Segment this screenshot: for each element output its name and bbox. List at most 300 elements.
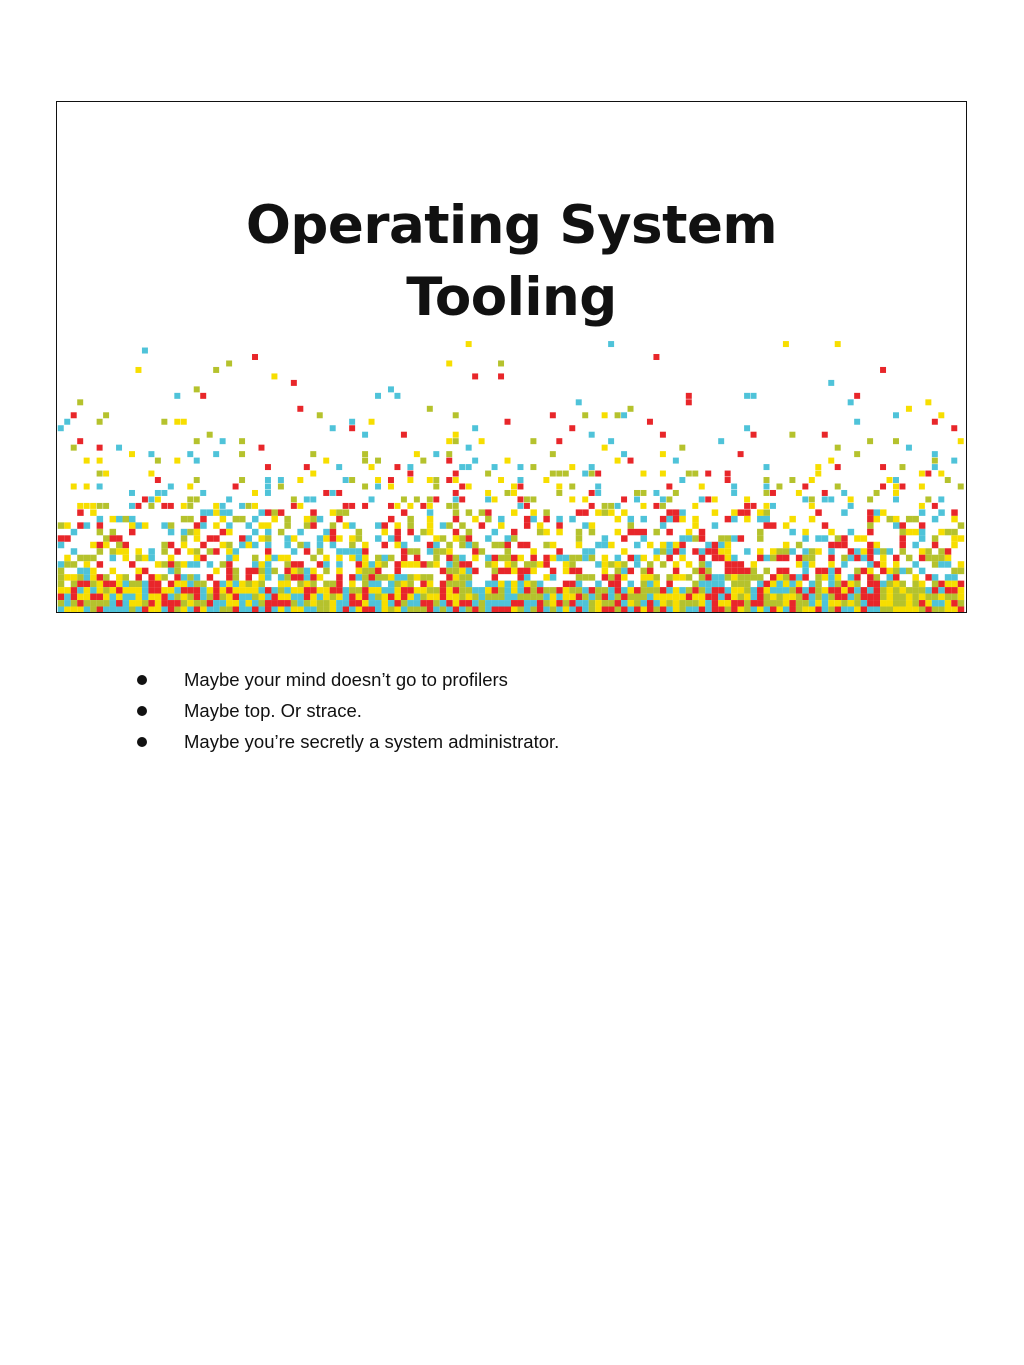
confetti-pixel bbox=[71, 445, 77, 451]
confetti-pixel bbox=[796, 594, 802, 600]
confetti-pixel bbox=[621, 496, 627, 502]
confetti-pixel bbox=[679, 445, 685, 451]
confetti-pixel bbox=[485, 581, 491, 587]
confetti-pixel bbox=[809, 581, 815, 587]
confetti-pixel bbox=[634, 490, 640, 496]
confetti-pixel bbox=[498, 600, 504, 606]
confetti-pixel bbox=[621, 561, 627, 567]
confetti-pixel bbox=[673, 594, 679, 600]
confetti-pixel bbox=[453, 574, 459, 580]
confetti-pixel bbox=[919, 509, 925, 515]
confetti-pixel bbox=[938, 587, 944, 593]
confetti-pixel bbox=[246, 535, 252, 541]
confetti-pixel bbox=[932, 574, 938, 580]
confetti-pixel bbox=[653, 548, 659, 554]
confetti-pixel bbox=[621, 451, 627, 457]
confetti-pixel bbox=[226, 607, 232, 612]
confetti-pixel bbox=[414, 561, 420, 567]
confetti-pixel bbox=[291, 574, 297, 580]
confetti-pixel bbox=[284, 600, 290, 606]
confetti-pixel bbox=[181, 587, 187, 593]
confetti-pixel bbox=[809, 594, 815, 600]
confetti-pixel bbox=[925, 548, 931, 554]
confetti-pixel bbox=[317, 600, 323, 606]
confetti-pixel bbox=[148, 600, 154, 606]
confetti-pixel bbox=[174, 458, 180, 464]
confetti-pixel bbox=[349, 522, 355, 528]
confetti-pixel bbox=[835, 445, 841, 451]
confetti-pixel bbox=[459, 574, 465, 580]
confetti-pixel bbox=[796, 574, 802, 580]
confetti-pixel bbox=[265, 594, 271, 600]
confetti-pixel bbox=[492, 496, 498, 502]
confetti-pixel bbox=[919, 529, 925, 535]
confetti-pixel bbox=[822, 574, 828, 580]
confetti-pixel bbox=[511, 561, 517, 567]
confetti-pixel bbox=[187, 600, 193, 606]
confetti-pixel bbox=[919, 587, 925, 593]
confetti-pixel bbox=[200, 600, 206, 606]
confetti-pixel bbox=[524, 503, 530, 509]
confetti-pixel bbox=[912, 529, 918, 535]
confetti-pixel bbox=[388, 516, 394, 522]
confetti-pixel bbox=[887, 607, 893, 612]
confetti-pixel bbox=[673, 542, 679, 548]
confetti-pixel bbox=[129, 594, 135, 600]
confetti-pixel bbox=[589, 607, 595, 612]
confetti-pixel bbox=[686, 600, 692, 606]
confetti-pixel bbox=[226, 568, 232, 574]
confetti-pixel bbox=[155, 600, 161, 606]
confetti-pixel bbox=[103, 503, 109, 509]
confetti-pixel bbox=[401, 509, 407, 515]
confetti-pixel bbox=[194, 522, 200, 528]
confetti-pixel bbox=[511, 581, 517, 587]
confetti-pixel bbox=[524, 542, 530, 548]
confetti-pixel bbox=[362, 432, 368, 438]
confetti-pixel bbox=[712, 496, 718, 502]
confetti-pixel bbox=[880, 367, 886, 373]
confetti-pixel bbox=[906, 555, 912, 561]
confetti-pixel bbox=[330, 425, 336, 431]
confetti-pixel bbox=[958, 581, 964, 587]
confetti-pixel bbox=[187, 451, 193, 457]
confetti-pixel bbox=[479, 522, 485, 528]
confetti-pixel bbox=[226, 529, 232, 535]
confetti-pixel bbox=[725, 516, 731, 522]
confetti-pixel bbox=[809, 496, 815, 502]
confetti-pixel bbox=[258, 587, 264, 593]
confetti-pixel bbox=[887, 574, 893, 580]
confetti-pixel bbox=[958, 607, 964, 612]
confetti-pixel bbox=[647, 561, 653, 567]
confetti-pixel bbox=[725, 535, 731, 541]
confetti-pixel bbox=[602, 555, 608, 561]
confetti-pixel bbox=[187, 529, 193, 535]
confetti-pixel bbox=[699, 529, 705, 535]
confetti-pixel bbox=[440, 535, 446, 541]
confetti-pixel bbox=[71, 607, 77, 612]
confetti-pixel bbox=[148, 607, 154, 612]
confetti-pixel bbox=[388, 587, 394, 593]
confetti-pixel bbox=[492, 600, 498, 606]
confetti-pixel bbox=[686, 471, 692, 477]
confetti-pixel bbox=[110, 600, 116, 606]
confetti-pixel bbox=[284, 581, 290, 587]
confetti-pixel bbox=[861, 594, 867, 600]
confetti-pixel bbox=[174, 574, 180, 580]
confetti-pixel bbox=[123, 587, 129, 593]
confetti-pixel bbox=[498, 581, 504, 587]
confetti-pixel bbox=[712, 509, 718, 515]
confetti-pixel bbox=[181, 574, 187, 580]
confetti-pixel bbox=[291, 548, 297, 554]
confetti-pixel bbox=[738, 561, 744, 567]
confetti-pixel bbox=[472, 548, 478, 554]
confetti-pixel bbox=[615, 568, 621, 574]
confetti-pixel bbox=[951, 607, 957, 612]
confetti-pixel bbox=[407, 561, 413, 567]
confetti-pixel bbox=[576, 542, 582, 548]
confetti-pixel bbox=[71, 600, 77, 606]
confetti-pixel bbox=[220, 581, 226, 587]
confetti-pixel bbox=[284, 516, 290, 522]
confetti-pixel bbox=[323, 607, 329, 612]
confetti-pixel bbox=[110, 581, 116, 587]
confetti-pixel bbox=[660, 503, 666, 509]
confetti-pixel bbox=[640, 607, 646, 612]
confetti-pixel bbox=[640, 587, 646, 593]
confetti-pixel bbox=[356, 607, 362, 612]
confetti-pixel bbox=[582, 594, 588, 600]
confetti-pixel bbox=[938, 561, 944, 567]
confetti-pixel bbox=[679, 587, 685, 593]
confetti-pixel bbox=[789, 594, 795, 600]
confetti-pixel bbox=[770, 607, 776, 612]
confetti-pixel bbox=[731, 484, 737, 490]
confetti-pixel bbox=[440, 587, 446, 593]
confetti-pixel bbox=[233, 581, 239, 587]
confetti-pixel bbox=[880, 568, 886, 574]
confetti-pixel bbox=[252, 542, 258, 548]
confetti-pixel bbox=[349, 600, 355, 606]
confetti-pixel bbox=[414, 607, 420, 612]
confetti-pixel bbox=[802, 561, 808, 567]
confetti-pixel bbox=[582, 509, 588, 515]
confetti-pixel bbox=[848, 503, 854, 509]
confetti-pixel bbox=[388, 535, 394, 541]
confetti-pixel bbox=[427, 607, 433, 612]
confetti-pixel bbox=[168, 594, 174, 600]
confetti-pixel bbox=[84, 484, 90, 490]
confetti-pixel bbox=[893, 587, 899, 593]
confetti-pixel bbox=[297, 529, 303, 535]
confetti-pixel bbox=[181, 419, 187, 425]
confetti-pixel bbox=[712, 581, 718, 587]
confetti-pixel bbox=[207, 548, 213, 554]
confetti-pixel bbox=[563, 587, 569, 593]
confetti-pixel bbox=[297, 581, 303, 587]
confetti-pixel bbox=[440, 548, 446, 554]
confetti-pixel bbox=[239, 607, 245, 612]
confetti-pixel bbox=[770, 594, 776, 600]
confetti-pixel bbox=[252, 594, 258, 600]
confetti-pixel bbox=[362, 581, 368, 587]
confetti-pixel bbox=[64, 574, 70, 580]
confetti-pixel bbox=[336, 561, 342, 567]
confetti-pixel bbox=[679, 600, 685, 606]
confetti-pixel bbox=[58, 581, 64, 587]
confetti-pixel bbox=[356, 529, 362, 535]
confetti-pixel bbox=[906, 406, 912, 412]
confetti-pixel bbox=[757, 574, 763, 580]
confetti-pixel bbox=[893, 574, 899, 580]
confetti-pixel bbox=[621, 607, 627, 612]
confetti-pixel bbox=[938, 548, 944, 554]
confetti-pixel bbox=[932, 419, 938, 425]
confetti-pixel bbox=[123, 607, 129, 612]
confetti-pixel bbox=[479, 600, 485, 606]
confetti-pixel bbox=[123, 594, 129, 600]
confetti-pixel bbox=[304, 568, 310, 574]
confetti-pixel bbox=[161, 587, 167, 593]
confetti-pixel bbox=[90, 600, 96, 606]
confetti-pixel bbox=[802, 548, 808, 554]
confetti-pixel bbox=[874, 594, 880, 600]
confetti-pixel bbox=[407, 600, 413, 606]
confetti-pixel bbox=[524, 574, 530, 580]
confetti-pixel bbox=[899, 600, 905, 606]
confetti-pixel bbox=[420, 503, 426, 509]
confetti-pixel bbox=[174, 607, 180, 612]
confetti-pixel bbox=[712, 600, 718, 606]
confetti-pixel bbox=[563, 555, 569, 561]
confetti-pixel bbox=[161, 548, 167, 554]
confetti-pixel bbox=[343, 548, 349, 554]
confetti-pixel bbox=[77, 399, 83, 405]
confetti-pixel bbox=[142, 581, 148, 587]
confetti-pixel bbox=[388, 477, 394, 483]
confetti-pixel bbox=[252, 529, 258, 535]
confetti-pixel bbox=[815, 535, 821, 541]
confetti-pixel bbox=[602, 542, 608, 548]
confetti-pixel bbox=[239, 594, 245, 600]
confetti-pixel bbox=[738, 594, 744, 600]
confetti-pixel bbox=[705, 581, 711, 587]
confetti-pixel bbox=[628, 587, 634, 593]
confetti-pixel bbox=[925, 471, 931, 477]
confetti-pixel bbox=[394, 529, 400, 535]
confetti-pixel bbox=[427, 561, 433, 567]
confetti-pixel bbox=[841, 600, 847, 606]
confetti-pixel bbox=[608, 438, 614, 444]
confetti-pixel bbox=[887, 594, 893, 600]
confetti-pixel bbox=[271, 509, 277, 515]
confetti-pixel bbox=[738, 581, 744, 587]
confetti-pixel bbox=[725, 561, 731, 567]
confetti-pixel bbox=[505, 594, 511, 600]
confetti-pixel bbox=[841, 535, 847, 541]
confetti-pixel bbox=[686, 587, 692, 593]
confetti-pixel bbox=[459, 561, 465, 567]
confetti-pixel bbox=[394, 607, 400, 612]
confetti-pixel bbox=[640, 529, 646, 535]
confetti-pixel bbox=[925, 399, 931, 405]
confetti-pixel bbox=[265, 484, 271, 490]
confetti-pixel bbox=[764, 464, 770, 470]
confetti-pixel bbox=[608, 607, 614, 612]
confetti-pixel bbox=[446, 561, 452, 567]
confetti-pixel bbox=[608, 509, 614, 515]
confetti-pixel bbox=[356, 535, 362, 541]
confetti-pixel bbox=[155, 477, 161, 483]
confetti-pixel bbox=[912, 600, 918, 606]
confetti-pixel bbox=[187, 548, 193, 554]
confetti-pixel bbox=[103, 600, 109, 606]
confetti-pixel bbox=[446, 477, 452, 483]
confetti-pixel bbox=[712, 555, 718, 561]
confetti-pixel bbox=[653, 490, 659, 496]
confetti-pixel bbox=[310, 587, 316, 593]
confetti-pixel bbox=[615, 607, 621, 612]
confetti-pixel bbox=[453, 438, 459, 444]
confetti-pixel bbox=[97, 522, 103, 528]
confetti-pixel bbox=[433, 496, 439, 502]
confetti-pixel bbox=[135, 574, 141, 580]
confetti-pixel bbox=[459, 594, 465, 600]
confetti-pixel bbox=[731, 594, 737, 600]
confetti-pixel bbox=[867, 574, 873, 580]
confetti-pixel bbox=[492, 587, 498, 593]
confetti-pixel bbox=[867, 594, 873, 600]
confetti-pixel bbox=[621, 412, 627, 418]
confetti-pixel bbox=[815, 509, 821, 515]
confetti-pixel bbox=[472, 425, 478, 431]
list-item bbox=[133, 728, 833, 759]
confetti-pixel bbox=[304, 600, 310, 606]
confetti-pixel bbox=[291, 535, 297, 541]
confetti-pixel bbox=[524, 607, 530, 612]
confetti-pixel bbox=[382, 542, 388, 548]
confetti-pixel bbox=[246, 594, 252, 600]
confetti-pixel bbox=[220, 607, 226, 612]
confetti-pixel bbox=[938, 600, 944, 606]
confetti-pixel bbox=[887, 516, 893, 522]
confetti-pixel bbox=[213, 568, 219, 574]
confetti-pixel bbox=[725, 555, 731, 561]
confetti-pixel bbox=[666, 600, 672, 606]
confetti-pixel bbox=[789, 574, 795, 580]
confetti-pixel bbox=[764, 555, 770, 561]
confetti-pixel bbox=[776, 555, 782, 561]
confetti-pixel bbox=[932, 535, 938, 541]
confetti-pixel bbox=[789, 477, 795, 483]
confetti-pixel bbox=[77, 438, 83, 444]
confetti-pixel bbox=[207, 432, 213, 438]
confetti-pixel bbox=[751, 561, 757, 567]
confetti-pixel bbox=[841, 607, 847, 612]
confetti-pixel bbox=[517, 484, 523, 490]
confetti-pixel bbox=[472, 458, 478, 464]
confetti-pixel bbox=[660, 587, 666, 593]
confetti-pixel bbox=[893, 594, 899, 600]
confetti-pixel bbox=[738, 451, 744, 457]
confetti-pixel bbox=[278, 484, 284, 490]
confetti-pixel bbox=[919, 535, 925, 541]
confetti-pixel bbox=[84, 574, 90, 580]
confetti-pixel bbox=[103, 594, 109, 600]
confetti-pixel bbox=[194, 555, 200, 561]
confetti-pixel bbox=[576, 587, 582, 593]
confetti-pixel bbox=[103, 587, 109, 593]
confetti-pixel bbox=[200, 607, 206, 612]
confetti-pixel bbox=[213, 587, 219, 593]
confetti-pixel bbox=[582, 587, 588, 593]
confetti-pixel bbox=[414, 600, 420, 606]
confetti-pixel bbox=[207, 535, 213, 541]
confetti-pixel bbox=[647, 581, 653, 587]
confetti-pixel bbox=[828, 568, 834, 574]
confetti-pixel bbox=[472, 516, 478, 522]
confetti-pixel bbox=[666, 574, 672, 580]
confetti-pixel bbox=[135, 367, 141, 373]
confetti-pixel bbox=[867, 587, 873, 593]
confetti-pixel bbox=[835, 587, 841, 593]
confetti-pixel bbox=[284, 574, 290, 580]
confetti-pixel bbox=[744, 568, 750, 574]
confetti-pixel bbox=[343, 503, 349, 509]
confetti-pixel bbox=[466, 542, 472, 548]
confetti-pixel bbox=[291, 380, 297, 386]
confetti-pixel bbox=[336, 581, 342, 587]
confetti-pixel bbox=[815, 581, 821, 587]
confetti-pixel bbox=[686, 607, 692, 612]
confetti-pixel bbox=[246, 568, 252, 574]
confetti-pixel bbox=[569, 594, 575, 600]
confetti-pixel bbox=[90, 587, 96, 593]
confetti-pixel bbox=[550, 412, 556, 418]
confetti-pixel bbox=[828, 600, 834, 606]
confetti-pixel bbox=[841, 561, 847, 567]
confetti-pixel bbox=[899, 484, 905, 490]
confetti-pixel bbox=[582, 471, 588, 477]
confetti-pixel bbox=[369, 496, 375, 502]
confetti-pixel bbox=[213, 503, 219, 509]
confetti-pixel bbox=[498, 587, 504, 593]
confetti-pixel bbox=[213, 581, 219, 587]
confetti-pixel bbox=[899, 535, 905, 541]
confetti-pixel bbox=[563, 581, 569, 587]
confetti-pixel bbox=[459, 542, 465, 548]
confetti-pixel bbox=[751, 393, 757, 399]
confetti-pixel bbox=[407, 477, 413, 483]
confetti-pixel bbox=[712, 594, 718, 600]
confetti-pixel bbox=[828, 542, 834, 548]
confetti-pixel bbox=[207, 561, 213, 567]
confetti-pixel bbox=[932, 594, 938, 600]
confetti-pixel bbox=[207, 600, 213, 606]
confetti-pixel bbox=[220, 587, 226, 593]
confetti-pixel bbox=[705, 561, 711, 567]
confetti-pixel bbox=[123, 555, 129, 561]
confetti-pixel bbox=[129, 581, 135, 587]
confetti-pixel bbox=[110, 587, 116, 593]
confetti-pixel bbox=[265, 509, 271, 515]
confetti-pixel bbox=[291, 600, 297, 606]
confetti-pixel bbox=[686, 574, 692, 580]
confetti-pixel bbox=[246, 587, 252, 593]
confetti-pixel bbox=[466, 509, 472, 515]
